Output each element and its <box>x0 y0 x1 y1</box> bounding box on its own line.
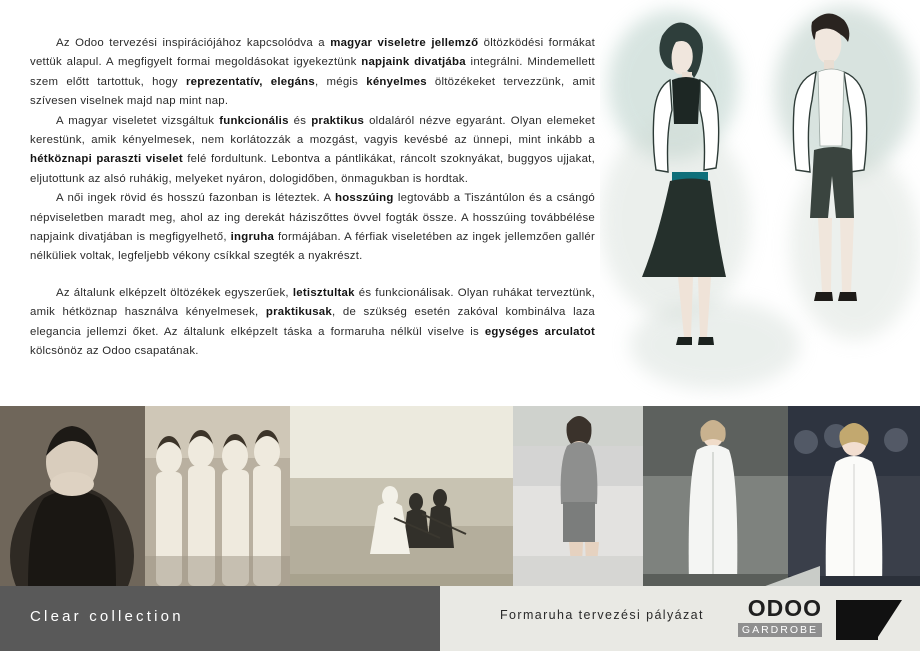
brand-lockup <box>738 596 822 638</box>
emphasis-text: hétköznapi paraszti viselet <box>30 153 183 166</box>
body-text: , de szükség esetén zakóval kombinálva laza elegancia jellemzi őket. Az általunk elképzelt táska a formaruha nélkül viselve is <box>30 306 595 338</box>
body-text: öltözködési formákat vettük alapul. A megfigyelt formai megoldásokat igyekeztünk <box>30 37 595 69</box>
photo-4-runway-grey-dress <box>513 406 643 586</box>
body-text: és funkcionálisak. Olyan ruhákat terveztünk, amik hétköznap használva kényelmesek, <box>30 286 595 319</box>
body-text: felé fordultunk. Lebontva a pántlikákat, ráncolt szoknyákat, buggyos ujjakat, eljutottunk az alsó ruhákig, melyeket nyáron, dologidőben, önmagukban is hordtak. <box>30 153 595 185</box>
emphasis-text: hosszúing <box>335 192 394 205</box>
body-text: oldaláról nézve egyaránt. Olyan elemeket kerestünk, amik kényelmesek, nem korlátozzák a mozgást, vagyis kevésbé az ünnepi, mint inkább a <box>30 114 595 147</box>
female-figure <box>642 23 726 345</box>
collection-label: Clear collection <box>30 608 184 625</box>
emphasis-text: funkcionális <box>219 114 289 127</box>
emphasis-text: ingruha <box>230 231 275 244</box>
body-text: öltözékeket tervezzünk, amit szívesen viselnek majd nap mint nap. <box>30 75 595 108</box>
emphasis-text: reprezentatív, elegáns <box>185 75 315 88</box>
body-text: kölcsönöz az Odoo csapatának. <box>30 345 199 358</box>
emphasis-text: napjaink divatjába <box>361 56 466 69</box>
body-text: A magyar viseletet vizsgáltuk <box>56 114 220 127</box>
photo-3-historic-field-work <box>290 406 513 586</box>
emphasis-text: praktikus <box>311 114 365 127</box>
body-text: legtovább a Tiszántúlon és a csángó népviseletben maradt meg, ahol az ing derekát háziszőttes övvel fogták össze. A hosszúing továbbélése napjaink divatjában is megfigyelhető, <box>30 192 595 244</box>
photo-6-runway-white-shirt-dress <box>788 406 920 586</box>
body-text: , mégis <box>314 75 367 88</box>
paragraph-4 <box>30 284 595 362</box>
emphasis-text: kényelmes <box>366 75 427 88</box>
footer-accent-diagonal <box>760 566 920 588</box>
brand-logo-icon <box>836 600 902 640</box>
male-figure <box>793 13 866 301</box>
emphasis-text: egységes arculatot <box>484 325 595 338</box>
paragraph-2 <box>30 112 595 190</box>
emphasis-text: letisztultak <box>292 286 355 299</box>
article-text-column <box>30 34 595 362</box>
photo-2-historic-group-women <box>145 406 290 586</box>
competition-label: Formaruha tervezési pályázat <box>500 608 704 622</box>
photo-1-historic-portrait-woman <box>0 406 145 586</box>
watercolor-illustration-area <box>600 0 920 400</box>
emphasis-text: praktikusak <box>265 306 332 319</box>
body-text: integrálni. Mindemellett szem előtt tartottuk, hogy <box>30 56 595 88</box>
body-text: és <box>288 114 312 127</box>
body-text: formájában. A férfiak viseletében az ingek jellemzően gallér nélküliek voltak, legfeljebb vékony csíkkal szegték a nyakrészt. <box>30 231 595 263</box>
body-text: Az Odoo tervezési inspirációjához kapcsolódva a <box>56 37 331 49</box>
photo-strip <box>0 406 920 586</box>
brand-name: ODOO <box>747 595 822 621</box>
body-text: A női ingek rövid és hosszú fazonban is léteztek. A <box>56 192 335 205</box>
body-text: Az általunk elképzelt öltözékek egyszerűek, <box>56 286 293 299</box>
page-footer <box>0 586 920 651</box>
photo-5-runway-white-coat <box>643 406 788 586</box>
paragraph-spacer <box>30 267 595 284</box>
brand-subtitle: GARDROBE <box>738 623 822 637</box>
paragraph-3 <box>30 189 595 267</box>
emphasis-text: magyar viseletre jellemző <box>330 37 479 49</box>
footer-left-panel <box>0 586 440 651</box>
fashion-figures-svg <box>600 0 920 400</box>
paragraph-1 <box>30 34 595 112</box>
